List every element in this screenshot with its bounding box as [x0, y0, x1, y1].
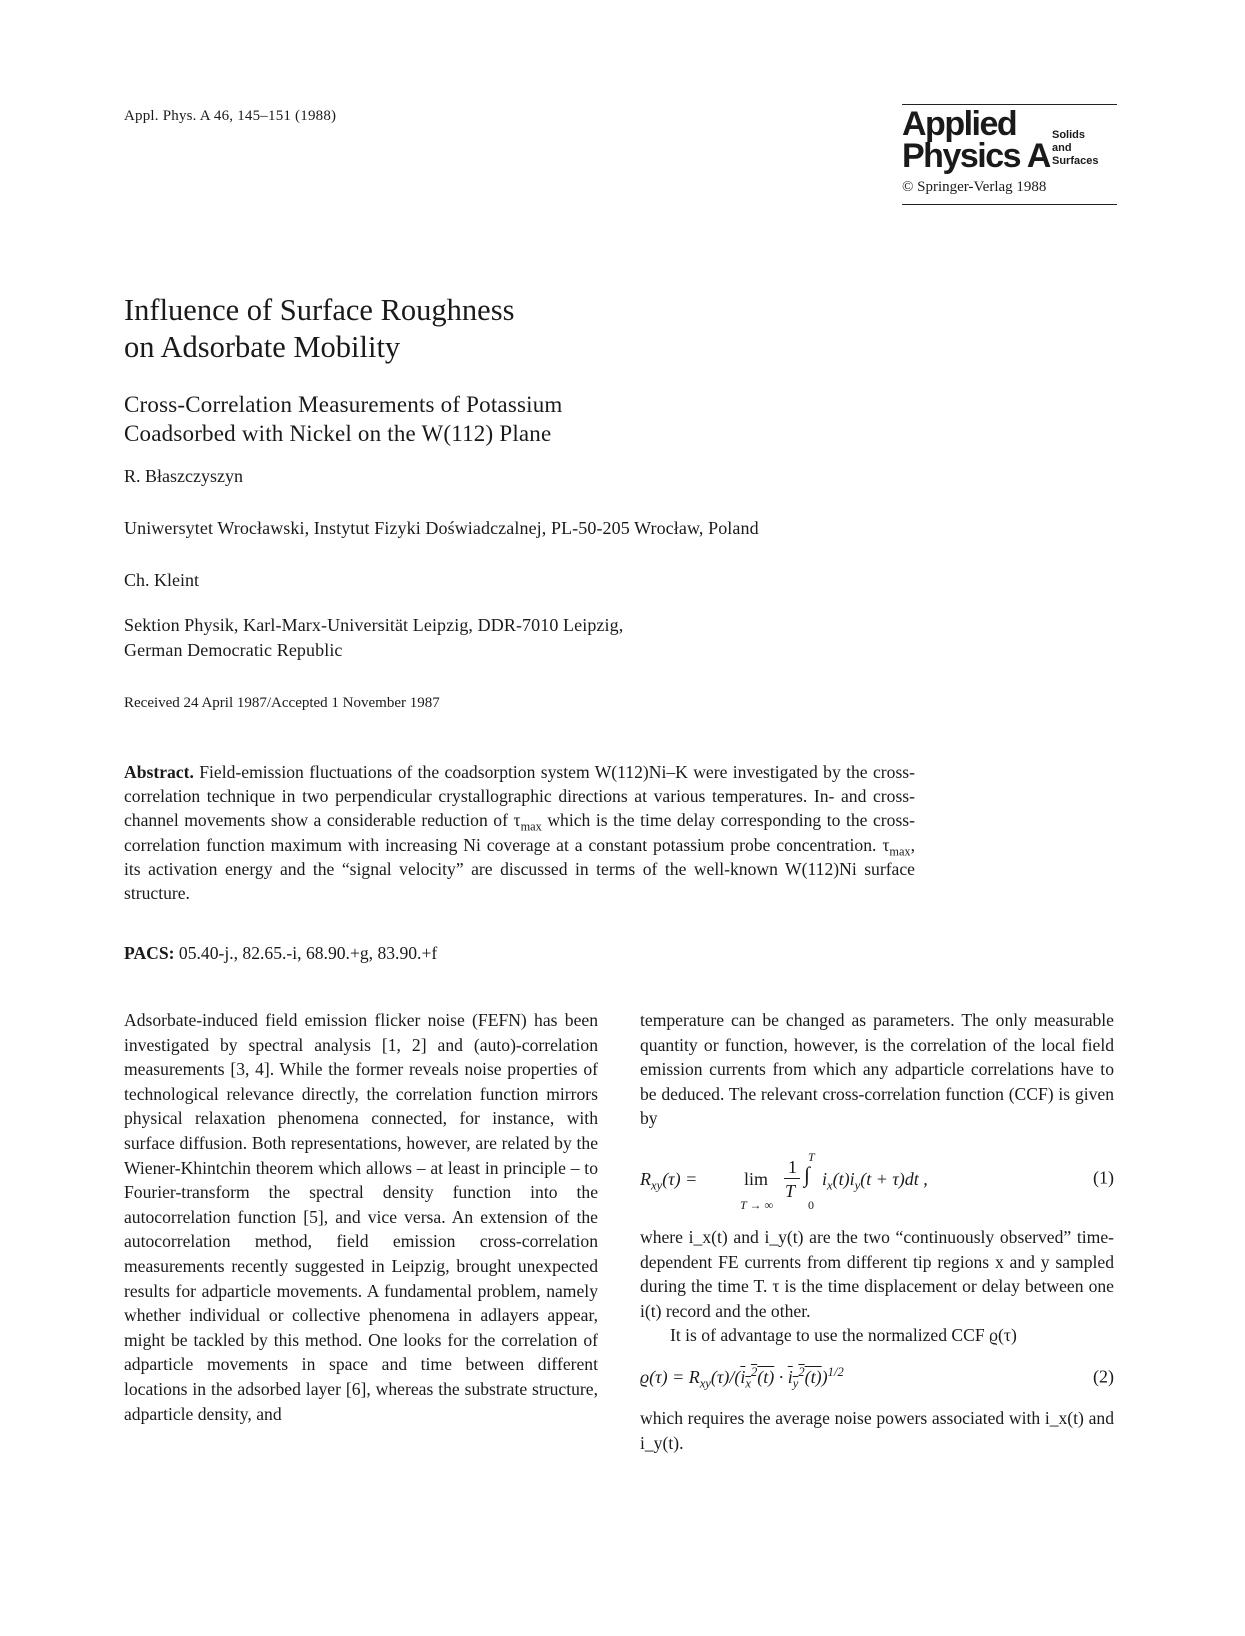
abstract-label: Abstract.: [124, 762, 194, 782]
journal-name-line1: Applied: [902, 105, 1017, 143]
logo-rule-bottom: [902, 204, 1117, 205]
author-2: Ch. Kleint: [124, 570, 199, 590]
journal-logo: [902, 105, 1117, 175]
equation-1: $R_{xy}(\tau)$ = lim T → ∞ 1 T T ∫ 0 $i_x(t)i_y(t + \tau)dt$ , (1): [640, 1149, 1114, 1212]
article-subtitle: [124, 390, 563, 448]
equation-2-number: (2): [1093, 1366, 1114, 1387]
title-line-1: Influence of Surface Roughness: [124, 293, 515, 327]
body-paragraph-right-4: which requires the average noise powers associated with i_x(t) and i_y(t).: [640, 1407, 1114, 1453]
journal-section: [1052, 129, 1098, 168]
journal-section-3: Surfaces: [1052, 155, 1099, 167]
pacs-label: PACS:: [124, 943, 175, 963]
body-paragraph-right-3: It is of advantage to use the normalized CCF ϱ(τ): [670, 1325, 1017, 1346]
subtitle-line-2: Coadsorbed with Nickel on the W(112) Plane: [124, 421, 552, 446]
title-line-2: on Adsorbate Mobility: [124, 330, 401, 364]
copyright: © Springer-Verlag 1988: [902, 179, 1047, 195]
tau-max-sub-2: max: [889, 844, 911, 859]
affiliation-2: [124, 613, 623, 663]
journal-citation: Appl. Phys. A 46, 145–151 (1988): [124, 108, 337, 124]
pacs: [124, 943, 437, 964]
abstract: [124, 760, 915, 905]
equation-1-number: (1): [1093, 1167, 1114, 1188]
body-paragraph-right-2: where i_x(t) and i_y(t) are the two “continuously observed” time-dependent FE currents from different tip regions x and y sampled during the time T. τ is the time displacement or delay between one i(t) record and the other.: [640, 1226, 1114, 1321]
article-title: [124, 292, 514, 366]
body-paragraph-left: Adsorbate-induced field emission flicker noise (FEFN) has been investigated by spectral analysis [1, 2] and (auto)-correlation measurements [3, 4]. While the former reveals noise properties of technological relevance directly, the correlation function mirrors physical relaxation phenomena connected, for instance, with surface diffusion. Both representations, however, are related by the Wiener-Khintchin theorem which allows – at least in principle – to Fourier-transform the spectral density function into the autocorrelation function [5], and vice versa. An extension of the autocorrelation method, field emission cross-correlation measurements recently suggested in Leipzig, brought unexpected results for adparticle movements. A fundamental problem, namely whether individual or collective phenomena in adlayers appear, might be tackled by this method. One looks for the correlation of adparticle movements in space and time between different locations in the adsorbed layer [6], whereas the substrate structure, adparticle density, and: [124, 1010, 598, 1424]
journal-section-2: and: [1052, 142, 1072, 154]
journal-name-line2: Physics A: [902, 137, 1050, 175]
body-column-left: [124, 1008, 598, 1426]
equation-2: $ϱ(\tau) = R_{xy}(\tau)/(i_x^2(t) \cdot i_y^2(t))^{1/2}$ (2): [640, 1364, 1114, 1391]
abstract-text-a: Field-emission fluctuations of the coadsorption system W(112)Ni–K were investigated by the cross-correlation technique in two perpendicular crystallographic directions at various temperatures. In- and cross-channel movements show a considerable reduction of τ: [124, 762, 915, 831]
subtitle-line-1: Cross-Correlation Measurements of Potassium: [124, 392, 563, 417]
affiliation-2-line-1: Sektion Physik, Karl-Marx-Universität Leipzig, DDR-7010 Leipzig,: [124, 615, 624, 635]
affiliation-2-line-2: German Democratic Republic: [124, 640, 343, 660]
received-dates: Received 24 April 1987/Accepted 1 November 1987: [124, 695, 440, 711]
body-paragraph-right-1: temperature can be changed as parameters. The only measurable quantity or function, however, is the correlation of the local field emission currents from which any adparticle correlations have to be deduced. The relevant cross-correlation function (CCF) is given by: [640, 1010, 1114, 1129]
author-1: R. Błaszczyszyn: [124, 466, 243, 486]
abstract-text-b: which is the time delay corresponding to the cross-correlation function maximum with increasing Ni coverage at a constant potassium probe concentration. τ: [124, 810, 916, 855]
journal-logo-box: [902, 104, 1117, 205]
journal-section-1: Solids: [1052, 129, 1086, 141]
affiliation-1: Uniwersytet Wrocławski, Instytut Fizyki Doświadczalnej, PL-50-205 Wrocław, Poland: [124, 518, 759, 538]
tau-max-sub-1: max: [520, 819, 542, 834]
body-column-right: [640, 1008, 1114, 1455]
abstract-text-c: , its activation energy and the “signal velocity” are discussed in terms of the well-known W(112)Ni surface structure.: [124, 834, 915, 904]
pacs-codes: 05.40-j., 82.65.-i, 68.90.+g, 83.90.+f: [178, 943, 438, 963]
